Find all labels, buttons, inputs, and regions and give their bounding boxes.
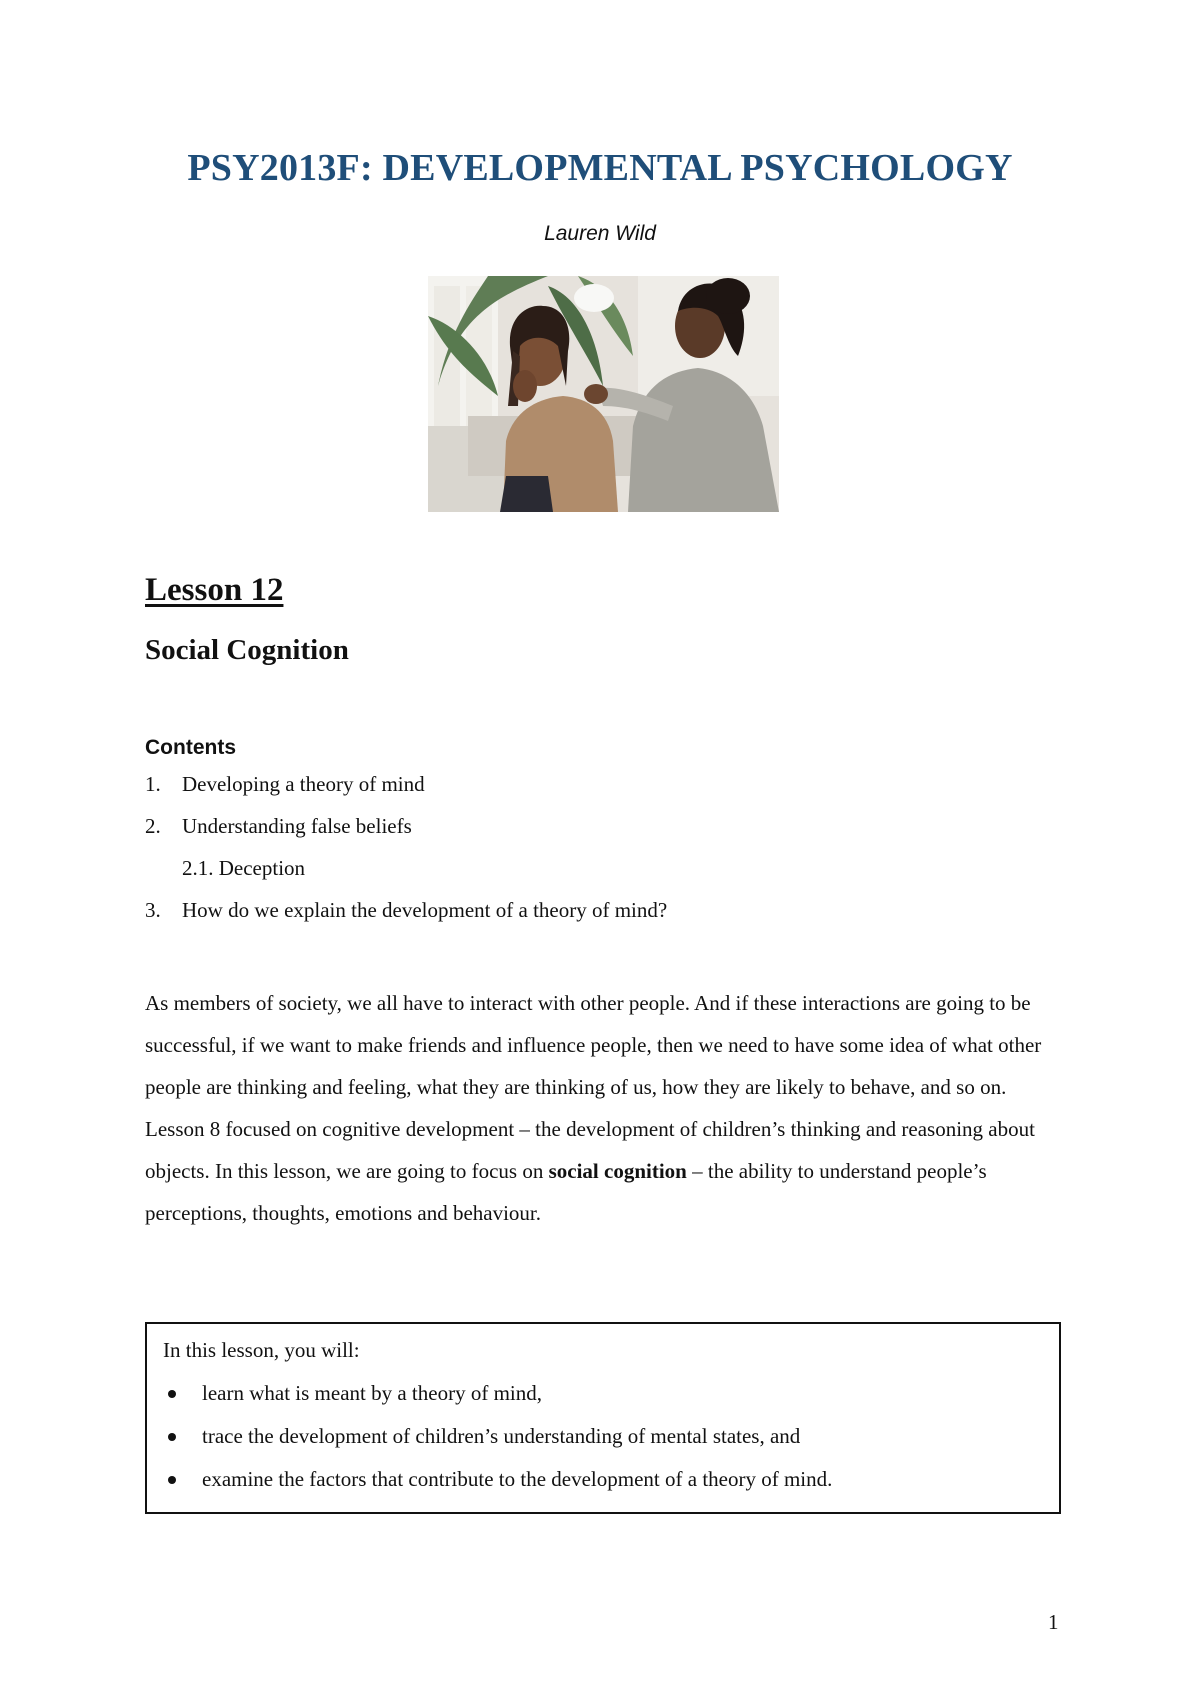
cover-photo [428, 276, 779, 512]
toc-item-text: Understanding false beliefs [182, 814, 412, 838]
objective-item [202, 1381, 542, 1406]
toc-item-text: Deception [218, 856, 306, 880]
lesson-number: Lesson 12 [145, 572, 284, 608]
intro-text-part1: As members of society, we all have to interact with other people. And if these interactions are going to be successful, if we want to make friends and influence people, then we need to have some idea of what other people are thinking and feeling, what they are thinking of us, how they are likely to behave, and so on. Lesson 8 focused on cognitive development – the development of children’s thinking and reasoning about objects. In this lesson, we are going to focus on [145, 991, 1042, 1183]
toc-subitem [182, 856, 305, 881]
intro-paragraph [145, 982, 1070, 1234]
toc-item-text: How do we explain the development of a theory of mind? [182, 898, 668, 922]
objective-text: learn what is meant by a theory of mind, [202, 1381, 542, 1405]
learning-objectives-box [145, 1322, 1061, 1514]
toc-item [145, 814, 412, 839]
objective-item [202, 1467, 832, 1492]
bullet-icon [168, 1476, 176, 1484]
bullet-icon [168, 1433, 176, 1441]
course-title: PSY2013F: DEVELOPMENTAL PSYCHOLOGY [187, 147, 1013, 189]
page-number: 1 [1048, 1610, 1059, 1634]
toc-item [145, 772, 425, 797]
objective-item [202, 1424, 800, 1449]
author-name: Lauren Wild [544, 222, 656, 245]
toc-item-number: 2.1. [182, 856, 214, 880]
toc-item-number: 3. [145, 898, 161, 922]
intro-text-part2: – the ability to understand people’s perceptions, thoughts, emotions and behaviour. [145, 1159, 987, 1225]
toc-item-text: Developing a theory of mind [182, 772, 425, 796]
toc-item-number: 2. [145, 814, 161, 838]
toc-item [145, 898, 667, 923]
bullet-icon [168, 1390, 176, 1398]
lesson-title: Social Cognition [145, 634, 349, 666]
objectives-lead: In this lesson, you will: [163, 1338, 360, 1362]
key-term-social-cognition: social cognition [548, 1159, 687, 1183]
toc-item-number: 1. [145, 772, 161, 796]
objective-text: examine the factors that contribute to the development of a theory of mind. [202, 1467, 833, 1491]
objective-text: trace the development of children’s understanding of mental states, and [202, 1424, 801, 1448]
contents-heading: Contents [145, 736, 236, 759]
